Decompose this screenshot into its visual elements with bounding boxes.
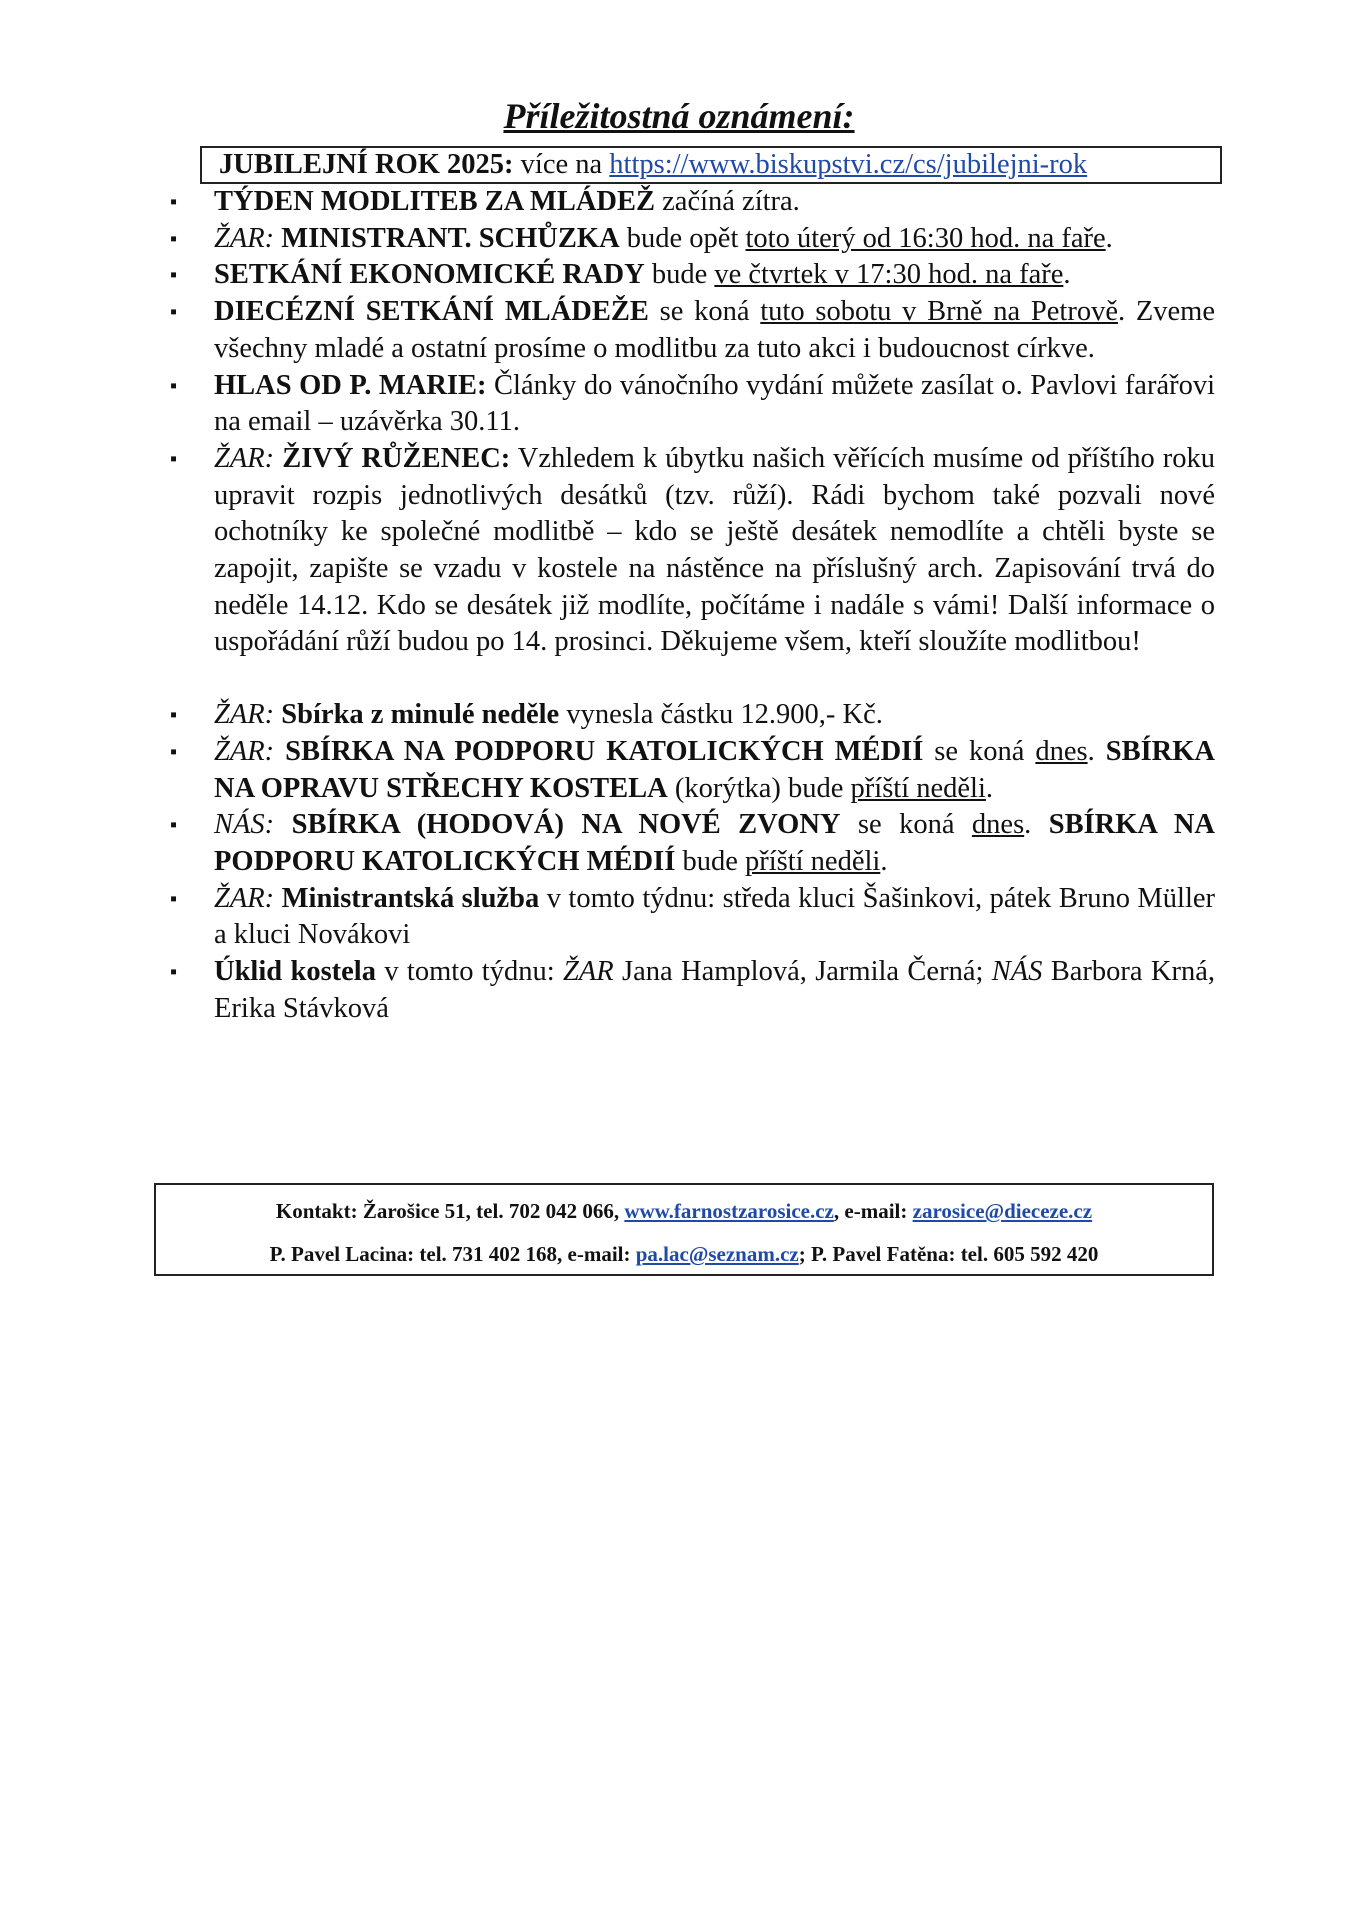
item-title: HLAS OD P. MARIE: [214,369,487,401]
item-prefix: ŽAR: [214,882,275,914]
item-emphasis: toto úterý od 16:30 hod. na faře [745,222,1106,254]
item-title: TÝDEN MODLITEB ZA MLÁDEŽ [214,186,656,217]
item-text: Články do vánočního vydání můžete zasílat o. Pavlovi farářovi na email – uzávěrka 30.11. [214,369,1216,438]
item-title: Sbírka z minulé neděle [281,699,560,731]
item-text: se koná [648,296,761,328]
item-text: bude [644,259,715,291]
item-emphasis: ve čtvrtek v 17:30 hod. na faře [714,259,1064,291]
item-text-end: . [880,845,888,877]
jubilee-link[interactable]: https://www.biskupstvi.cz/cs/jubilejni-rok [609,149,1088,180]
item-title: SBÍRKA NA PODPORU KATOLICKÝCH MÉDIÍ [285,735,924,767]
priest-contact: P. Pavel Lacina: tel. 731 402 168, e-mail: [269,1242,636,1266]
list-item-media-collection [170,734,1215,807]
item-text: (korýtka) bude [667,772,851,804]
item-text: se koná [923,735,1036,767]
item-text: Barbora Krná, Erika Stávková [214,956,1216,1024]
item-text: začíná zítra. [655,186,800,217]
list-item-ministrant-meeting [170,221,1215,258]
item-text: Jana Hamplová, Jarmila Černá; [613,956,992,988]
page-title: Příležitostná oznámení: [503,96,855,136]
item-prefix: ŽAR: [214,699,275,731]
item-parish: NÁS [991,956,1043,988]
item-title: MINISTRANT. SCHŮZKA [281,222,620,254]
jubilee-year-box [200,146,1222,184]
item-prefix: NÁS: [214,809,275,841]
contact-address: Kontakt: Žarošice 51, tel. 702 042 066, [275,1199,625,1223]
item-parish: ŽAR [562,956,614,988]
list-item-cleaning [170,954,1215,1027]
item-emphasis: tuto sobotu v Brně na Petrově [760,296,1118,328]
item-title: ŽIVÝ RŮŽENEC: [282,442,511,474]
item-emphasis: dnes [1035,735,1088,767]
item-text-end: . Zveme všechny mladé a ostatní prosíme o modlitbu za tuto akci i budoucnost církve. [214,296,1215,364]
contact-line-1 [156,1199,1212,1224]
item-title-2: SBÍRKA NA OPRAVU STŘECHY KOSTELA [214,735,1216,804]
item-text: se koná [840,809,972,841]
item-title: DIECÉZNÍ SETKÁNÍ MLÁDEŽE [214,296,649,328]
contact-box [154,1183,1214,1276]
item-text: . [1087,735,1106,767]
list-item-economic-council [170,257,1215,294]
item-emphasis: dnes [971,809,1025,841]
spacer [170,661,1215,697]
item-text: bude [675,845,745,877]
item-prefix: ŽAR: [214,222,275,254]
item-text: v tomto týdnu: středa kluci Šašinkovi, pátek Bruno Müller a kluci Novákovi [214,882,1215,951]
jubilee-label: JUBILEJNÍ ROK 2025: [219,149,514,180]
list-item-bells-collection [170,807,1215,880]
jubilee-text: více na [513,149,610,180]
list-item-collection-result [170,697,1215,734]
item-emphasis: příští neděli [744,845,881,877]
priest-email-link[interactable]: pa.lac@seznam.cz [635,1242,799,1266]
list-item-rosary [170,441,1215,661]
item-text-end: . [1105,222,1113,254]
item-emphasis: příští neděli [850,772,986,804]
item-prefix: ŽAR: [214,735,275,767]
item-text: vynesla částku 12.900,- Kč. [559,699,883,731]
website-link[interactable]: www.farnostzarosice.cz [624,1199,834,1223]
list-item-diocesan-youth [170,294,1215,367]
priest-contact-2: ; P. Pavel Fatěna: tel. 605 592 420 [798,1242,1099,1266]
item-text: v tomto týdnu: [375,956,563,988]
list-item-altar-service [170,881,1215,954]
item-title: SBÍRKA (HODOVÁ) NA NOVÉ ZVONY [291,809,841,841]
item-text: Vzhledem k úbytku našich věřících musíme od příštího roku upravit rozpis jednotlivých desátků (tzv. růží). Rádi bychom také pozvali nové ochotníky ke společné modlitbě – kdo se ještě desátek nemodlíte a chtěli byste se zapojit, zapište se vzadu v kostele na nástěnce na příslušný arch. Zapisování trvá do neděle 14.12. Kdo se desátek již modlíte, počítáme i nadále s vámi! Další informace o uspořádání růží budou po 14. prosinci. Děkujeme všem, kteří sloužíte modlitbou! [214,442,1216,658]
contact-line-2 [156,1242,1212,1267]
item-title: Úklid kostela [214,956,376,988]
list-item-youth-week [170,184,1215,221]
item-text: bude opět [619,222,746,254]
list-item-hlas [170,368,1215,441]
item-title-2: SBÍRKA NA PODPORU KATOLICKÝCH MÉDIÍ [214,809,1216,877]
item-title: Ministrantská služba [281,882,540,914]
contact-separator: , e-mail: [833,1199,913,1223]
item-text-end: . [985,772,994,804]
email-link[interactable]: zarosice@dieceze.cz [912,1199,1093,1223]
item-text: . [1024,809,1049,841]
item-title: SETKÁNÍ EKONOMICKÉ RADY [214,259,645,291]
item-text-end: . [1063,259,1071,291]
item-prefix: ŽAR: [214,442,275,474]
announcement-list [170,184,1215,1027]
